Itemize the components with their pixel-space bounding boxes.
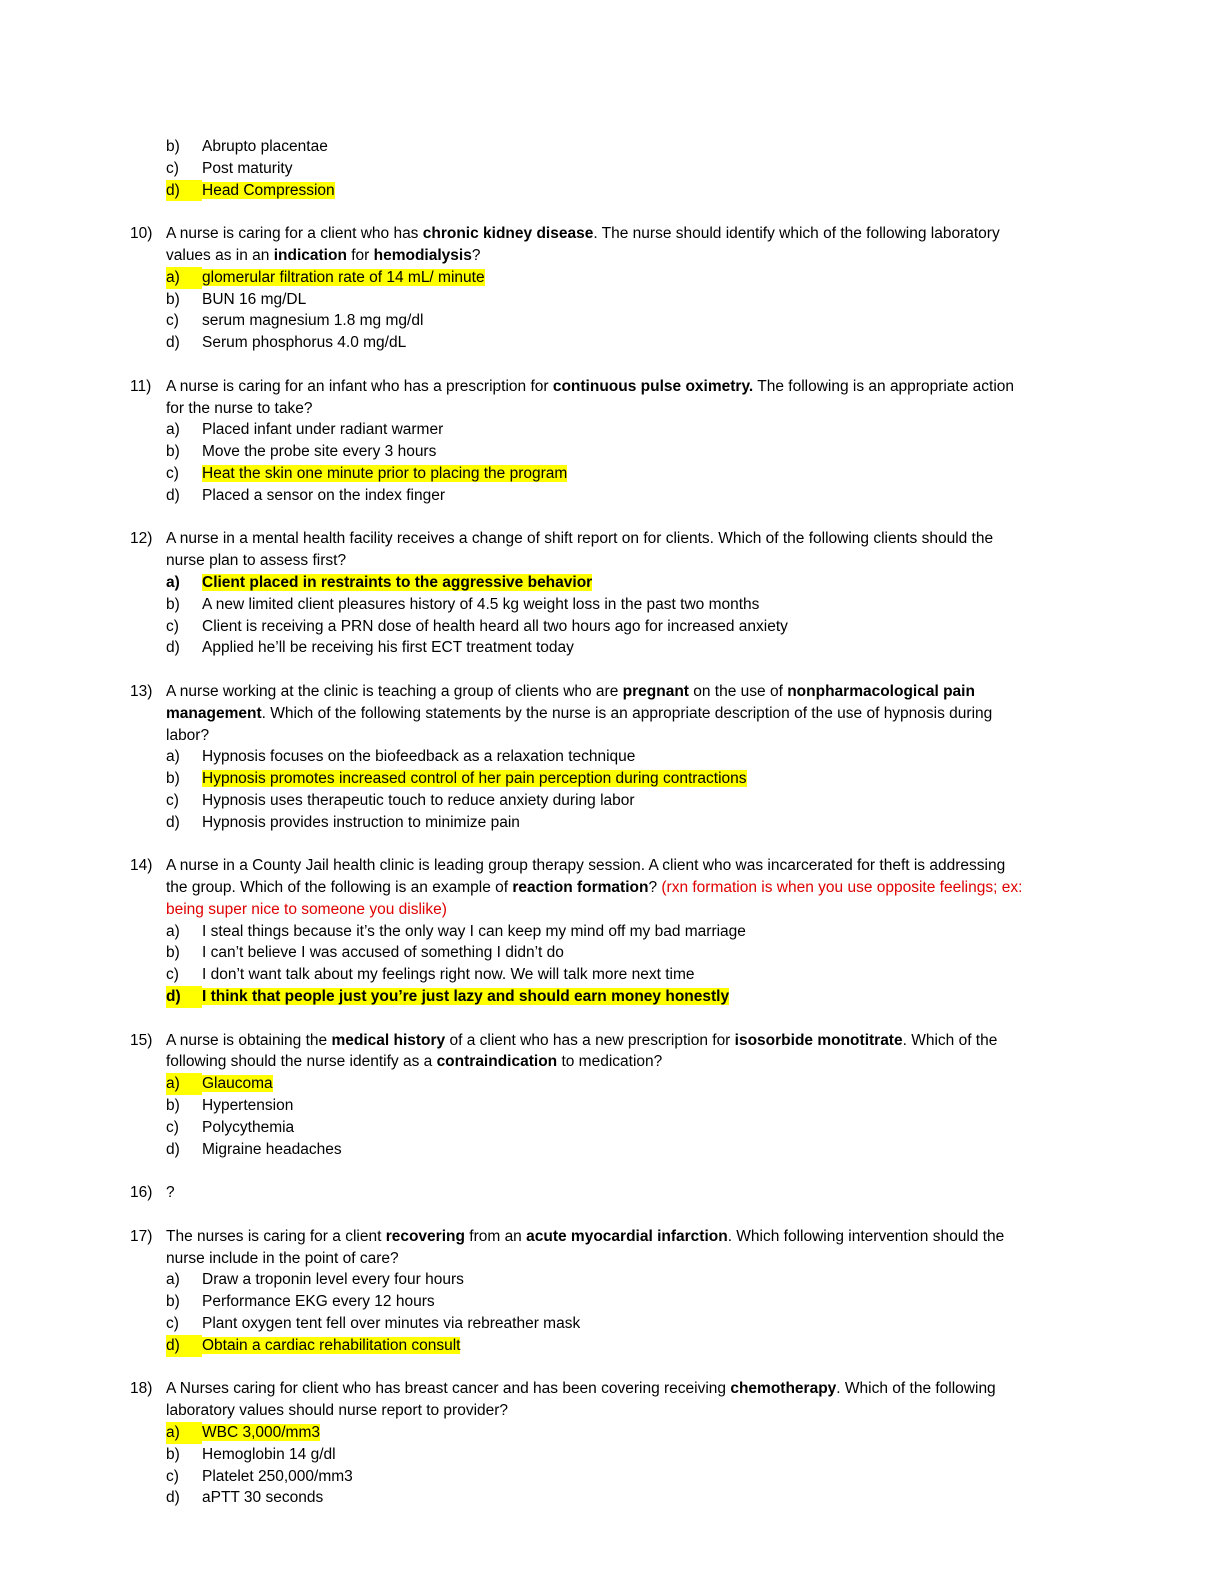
option-d: [0, 637, 1224, 659]
option-c-answer: [0, 463, 1224, 485]
option-text-highlighted: Head Compression: [202, 181, 335, 199]
option-b: [0, 441, 1224, 463]
stem-text: following should the nurse identify as a: [166, 1053, 437, 1071]
option-letter: a): [166, 421, 180, 439]
stem-text: A nurse is obtaining the: [166, 1031, 332, 1049]
question-11: [0, 376, 1224, 507]
question-stem-cont: [0, 245, 1224, 267]
question-number: 17): [130, 1227, 153, 1245]
option-letter: a): [166, 1073, 202, 1095]
stem-bold: acute myocardial infarction: [526, 1227, 728, 1245]
stem-text: . Which of the following: [836, 1380, 996, 1398]
option-a: [0, 419, 1224, 441]
option-letter: d): [166, 180, 202, 202]
question-stem: [0, 1226, 1224, 1248]
question-number: 16): [130, 1184, 153, 1202]
question-number: 11): [130, 377, 152, 395]
question-stem: [0, 1030, 1224, 1052]
option-text-highlighted: Glaucoma: [202, 1075, 273, 1093]
option-letter: d): [166, 1335, 202, 1357]
stem-text: . Which following intervention should the: [727, 1227, 1005, 1245]
question-stem: [0, 855, 1224, 877]
stem-bold: nonpharmacological pain: [787, 682, 975, 700]
option-text: Placed infant under radiant warmer: [202, 421, 444, 439]
option-text: aPTT 30 seconds: [202, 1489, 324, 1507]
option-a-answer: [0, 1422, 1224, 1444]
option-d-answer: [0, 180, 1224, 202]
option-letter: a): [166, 1271, 180, 1289]
option-letter: c): [166, 464, 179, 482]
stem-text: The following is an appropriate action: [753, 377, 1015, 395]
question-stem-cont: [0, 703, 1224, 725]
option-text: Hypertension: [202, 1097, 294, 1115]
question-stem-cont: [0, 1051, 1224, 1073]
option-letter: a): [166, 1422, 202, 1444]
option-letter: c): [166, 1467, 179, 1485]
option-c: [0, 158, 1224, 180]
option-text: Plant oxygen tent fell over minutes via rebreather mask: [202, 1315, 581, 1333]
option-text: Performance EKG every 12 hours: [202, 1293, 435, 1311]
question-number: 18): [130, 1380, 153, 1398]
option-letter: c): [166, 1118, 179, 1136]
option-d: [0, 485, 1224, 507]
option-text: Serum phosphorus 4.0 mg/dL: [202, 334, 407, 352]
option-letter: b): [166, 1293, 180, 1311]
option-a-answer: [0, 267, 1224, 289]
option-letter: b): [166, 944, 180, 962]
option-text-highlighted: Client placed in restraints to the aggressive behavior: [202, 573, 593, 591]
question-stem-cont: labor?: [166, 726, 210, 744]
question-12: [0, 528, 1224, 659]
option-letter: d): [166, 1489, 180, 1507]
stem-bold: management: [166, 704, 262, 722]
option-text: Applied he’ll be receiving his first ECT treatment today: [202, 639, 574, 657]
option-c: [0, 964, 1224, 986]
option-a-answer: [0, 572, 1224, 594]
option-text: Hypnosis uses therapeutic touch to reduce anxiety during labor: [202, 791, 635, 809]
question-number: 12): [130, 530, 153, 548]
question-stem-cont: nurse plan to assess first?: [166, 552, 347, 570]
option-a: [0, 921, 1224, 943]
stem-bold: recovering: [385, 1227, 465, 1245]
option-a-answer: [0, 1073, 1224, 1095]
option-text: Draw a troponin level every four hours: [202, 1271, 464, 1289]
option-letter: d): [166, 334, 180, 352]
option-text: I steal things because it’s the only way I can keep my mind off my bad marriage: [202, 922, 746, 940]
option-letter: c): [166, 791, 179, 809]
option-text: Abrupto placentae: [202, 138, 328, 155]
option-text: Client is receiving a PRN dose of health heard all two hours ago for increased anxiety: [202, 617, 788, 635]
top-options: [0, 136, 1224, 201]
question-stem-cont: laboratory values should nurse report to provider?: [166, 1402, 509, 1420]
question-18: [0, 1378, 1224, 1509]
option-letter: b): [166, 138, 180, 155]
option-a: [0, 746, 1224, 768]
stem-text: A nurse working at the clinic is teaching a group of clients who are: [166, 682, 623, 700]
question-number: 14): [130, 857, 153, 875]
question-16: [0, 1182, 1224, 1204]
option-text: Hypnosis focuses on the biofeedback as a relaxation technique: [202, 748, 636, 766]
stem-bold: reaction formation: [512, 879, 649, 897]
stem-text: . The nurse should identify which of the following laboratory: [593, 225, 1000, 243]
option-b: [0, 289, 1224, 311]
option-b: [0, 594, 1224, 616]
option-letter: c): [166, 1315, 179, 1333]
option-d: [0, 812, 1224, 834]
option-b: [0, 1444, 1224, 1466]
option-text: Hemoglobin 14 g/dl: [202, 1445, 336, 1463]
option-c: [0, 310, 1224, 332]
option-text: I don’t want talk about my feelings right now. We will talk more next time: [202, 966, 695, 984]
stem-bold: medical history: [331, 1031, 446, 1049]
option-text: BUN 16 mg/DL: [202, 290, 307, 308]
stem-text: for: [346, 246, 374, 264]
option-c: [0, 1466, 1224, 1488]
option-c: [0, 1117, 1224, 1139]
stem-text: A nurse in a County Jail health clinic is leading group therapy session. A client who was incarcerated for theft is addressing: [166, 857, 1006, 875]
option-b: [0, 1291, 1224, 1313]
option-text-highlighted: I think that people just you’re just lazy and should earn money honestly: [202, 988, 730, 1006]
option-text-highlighted: Obtain a cardiac rehabilitation consult: [202, 1336, 461, 1354]
option-d-answer: [0, 986, 1224, 1008]
option-b-answer: [0, 768, 1224, 790]
stem-text: from an: [464, 1227, 527, 1245]
stem-text: A nurse is caring for an infant who has a prescription for: [166, 377, 553, 395]
stem-bold: continuous pulse oximetry.: [552, 377, 754, 395]
option-text: Polycythemia: [202, 1118, 295, 1136]
option-text: Platelet 250,000/mm3: [202, 1467, 353, 1485]
option-c: [0, 616, 1224, 638]
stem-text: A Nurses caring for client who has breast cancer and has been covering receiving: [166, 1380, 731, 1398]
option-letter: b): [166, 770, 180, 788]
stem-text: on the use of: [688, 682, 788, 700]
option-letter: d): [166, 639, 180, 657]
option-text: Post maturity: [202, 159, 293, 177]
option-letter: d): [166, 1140, 180, 1158]
option-letter: c): [166, 617, 179, 635]
stem-bold: indication: [273, 246, 347, 264]
option-letter: b): [166, 290, 180, 308]
option-text: serum magnesium 1.8 mg mg/dl: [202, 312, 424, 330]
question-17: [0, 1226, 1224, 1357]
question-stem-cont: [0, 877, 1224, 899]
option-a: [0, 1269, 1224, 1291]
question-stem: [0, 1378, 1224, 1400]
option-text-highlighted: WBC 3,000/mm3: [202, 1424, 321, 1442]
question-number: 15): [130, 1031, 153, 1049]
option-letter: b): [166, 1445, 180, 1463]
option-text: Migraine headaches: [202, 1140, 342, 1158]
option-letter: b): [166, 1097, 180, 1115]
option-letter: a): [166, 573, 180, 591]
stem-text: The nurses is caring for a client: [166, 1227, 386, 1245]
option-text: Hypnosis provides instruction to minimize pain: [202, 813, 520, 831]
stem-bold: chronic kidney disease: [422, 225, 594, 243]
stem-text: of a client who has a new prescription for: [445, 1031, 735, 1049]
question-10: [0, 223, 1224, 354]
option-letter: d): [166, 486, 180, 504]
question-stem: [0, 528, 1224, 550]
stem-bold: pregnant: [622, 682, 689, 700]
stem-bold: chemotherapy: [730, 1380, 837, 1398]
stem-bold: contraindication: [436, 1053, 558, 1071]
question-stem: [0, 681, 1224, 703]
option-d: [0, 1139, 1224, 1161]
question-stem: [0, 223, 1224, 245]
option-letter: d): [166, 813, 180, 831]
option-letter: b): [166, 595, 180, 613]
stem-bold: isosorbide monotitrate: [734, 1031, 903, 1049]
red-note: (rxn formation is when you use opposite feelings; ex:: [661, 879, 1023, 897]
option-letter: b): [166, 443, 180, 461]
option-text: Move the probe site every 3 hours: [202, 443, 437, 461]
option-c: [0, 790, 1224, 812]
option-d-answer: [0, 1335, 1224, 1357]
stem-text: to medication?: [557, 1053, 663, 1071]
option-letter: c): [166, 159, 179, 177]
option-d: [0, 332, 1224, 354]
question-stem-cont: nurse include in the point of care?: [166, 1249, 399, 1267]
question-15: [0, 1030, 1224, 1161]
stem-bold: hemodialysis: [373, 246, 472, 264]
option-text: Placed a sensor on the index finger: [202, 486, 445, 504]
option-text-highlighted: glomerular filtration rate of 14 mL/ minute: [202, 268, 485, 286]
red-note-cont: being super nice to someone you dislike): [166, 900, 447, 918]
option-text-highlighted: Hypnosis promotes increased control of her pain perception during contractions: [202, 770, 747, 788]
stem-text: ?: [471, 246, 481, 264]
option-letter: c): [166, 312, 179, 330]
option-letter: a): [166, 922, 180, 940]
option-b: [0, 1095, 1224, 1117]
stem-text: the group. Which of the following is an example of: [166, 879, 513, 897]
question-stem: [0, 376, 1224, 398]
question-number: 10): [130, 225, 153, 243]
stem-text: . Which of the following statements by the nurse is an appropriate description of the use of hypnosis during: [261, 704, 993, 722]
option-text: I can’t believe I was accused of something I didn’t do: [202, 944, 564, 962]
option-letter: d): [166, 986, 202, 1008]
stem-text: A nurse in a mental health facility receives a change of shift report on for clients. Which of the following clients should the: [166, 530, 994, 548]
question-number: 13): [130, 682, 153, 700]
option-letter: c): [166, 966, 179, 984]
option-letter: a): [166, 267, 202, 289]
option-d: [0, 1487, 1224, 1509]
stem-text: A nurse is caring for a client who has: [166, 225, 423, 243]
option-c: [0, 1313, 1224, 1335]
question-14: [0, 855, 1224, 1008]
stem-text: values as in an: [166, 246, 274, 264]
question-stem-cont: for the nurse to take?: [166, 399, 313, 417]
option-text: A new limited client pleasures history of 4.5 kg weight loss in the past two months: [202, 595, 760, 613]
option-letter: a): [166, 748, 180, 766]
question-13: [0, 681, 1224, 834]
option-text-highlighted: Heat the skin one minute prior to placing the program: [202, 464, 568, 482]
question-stem: [0, 1182, 1224, 1204]
stem-text: ?: [648, 879, 662, 897]
option-b: [0, 942, 1224, 964]
option-b: [0, 136, 1224, 158]
stem-text: ?: [166, 1184, 175, 1202]
stem-text: . Which of the: [902, 1031, 998, 1049]
